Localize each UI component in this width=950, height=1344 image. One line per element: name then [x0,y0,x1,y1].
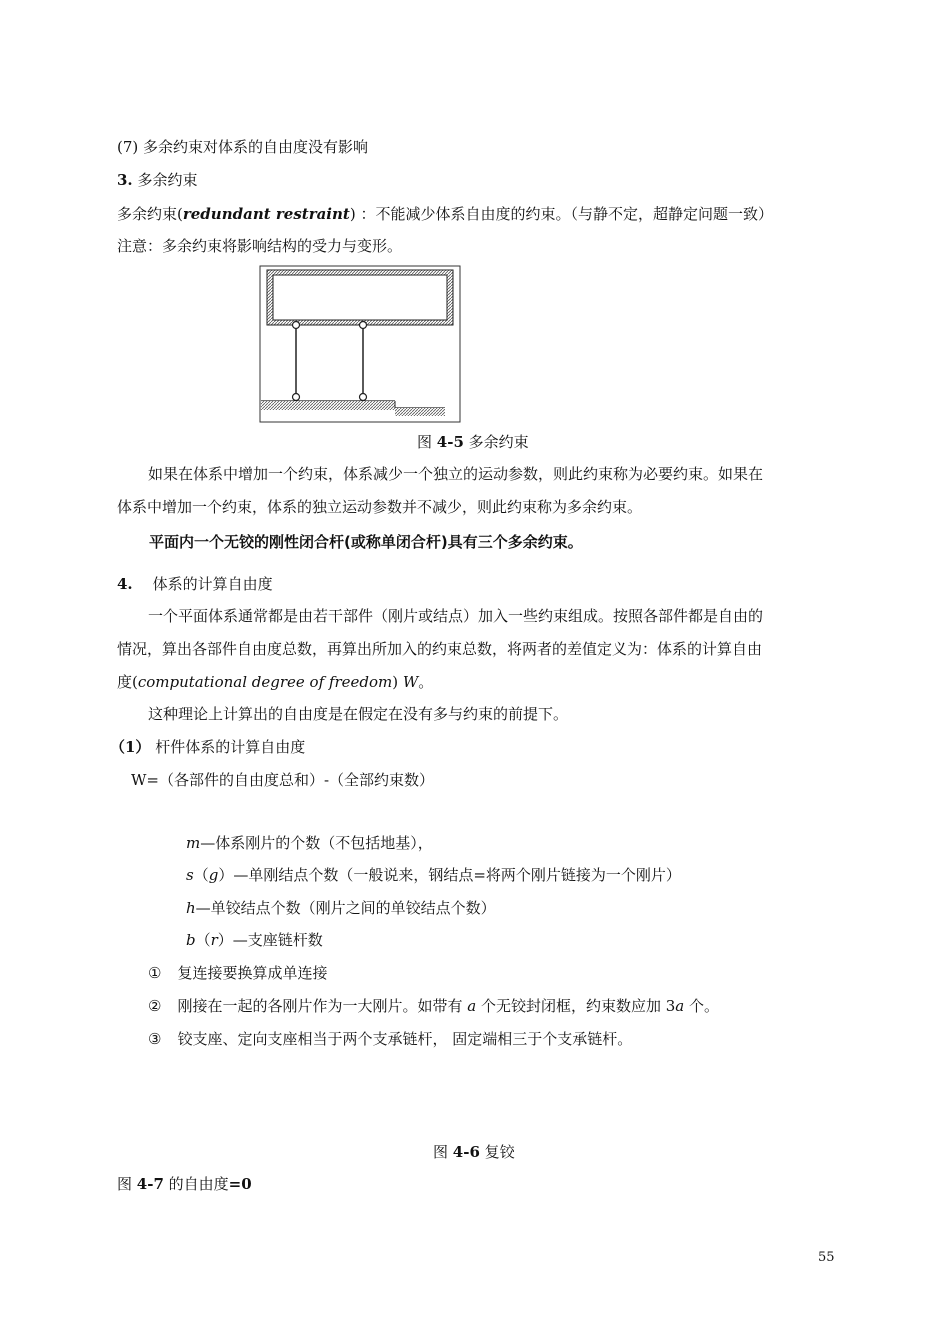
variable-description: ）—支座链杆数 [217,931,323,949]
formula-w: W=（各部件的自由度总和）-（全部约束数） [131,771,435,789]
hinge-top-right [360,322,367,329]
variable-s [186,865,681,885]
text-prefix: 度( [117,673,138,691]
figure-4-7-statement [117,1174,252,1194]
variable-symbol: s [186,866,194,884]
caption-number: 4-5 [436,433,464,451]
hinge-top-left [293,322,300,329]
variable-description: —单铰结点个数（刚片之间的单铰结点个数） [195,899,496,917]
figure-4-5-caption [417,432,529,452]
paragraph-4: 这种理论上计算出的自由度是在假定在没有多与约束的前提下。 [148,705,569,723]
definition-line [117,204,773,224]
rule-marker: ② [148,997,162,1015]
page-number: 55 [818,1250,835,1265]
subsection-number: （1） [110,738,151,756]
paragraph-3-line-3 [117,672,433,692]
note-line: 注意：多余约束将影响结构的受力与变形。 [117,237,403,255]
text-middle: ) [392,673,403,691]
symbol-w: W [402,673,419,691]
rule-marker: ③ [148,1030,162,1048]
variable-alt-symbol: g [208,866,219,884]
rule-marker: ① [148,964,162,982]
rule-text-mid: 个无铰封闭框，约束数应加 3 [476,997,676,1015]
statement-prefix: 图 [117,1175,137,1193]
paragraph-3-line-2: 情况，算出各部件自由度总数，再算出所加入的约束总数，将两者的差值定义为：体系的计算自由 [117,640,763,658]
definition-text: ) ：不能减少体系自由度的约束。（与静不定，超静定问题一致） [349,205,773,223]
paragraph-1-line-2: 体系中增加一个约束，体系的独立运动参数并不减少，则此约束称为多余约束。 [117,498,643,516]
caption-prefix: 图 [417,433,437,451]
section-title: 体系的计算自由度 [152,575,273,593]
paren-open: （ [193,866,209,884]
subsection-heading-1 [110,737,305,757]
section-heading-4 [117,574,273,594]
caption-number: 4-6 [452,1143,480,1161]
symbol-a: a [675,997,685,1015]
rule-2 [148,996,719,1016]
paren-open: （ [195,931,211,949]
paragraph-1-line-1: 如果在体系中增加一个约束，体系减少一个独立的运动参数，则此约束称为必要约束。如果在 [148,465,764,483]
paragraph-3-line-1: 一个平面体系通常都是由若干部件（刚片或结点）加入一些约束组成。按照各部件都是自由的 [148,607,764,625]
definition-term-en: redundant restraint [182,205,350,223]
definition-term-zh: 多余约束( [117,205,183,223]
caption-title: 复铰 [479,1143,515,1161]
section-number: 3. [117,171,133,189]
variable-symbol: b [186,931,196,949]
variable-description: ）—单刚结点个数（一般说来，钢结点=将两个刚片链接为一个刚片） [218,866,681,884]
section-number: 4. [117,575,133,593]
variable-h [186,898,496,918]
term-en: computational degree of freedom [137,673,393,691]
line-item-7: (7) 多余约束对体系的自由度没有影响 [117,138,369,156]
section-heading-3 [117,170,197,190]
statement-value: =0 [228,1175,252,1193]
text-end: 。 [418,673,434,691]
hinge-bottom-right [360,394,367,401]
highlight-statement: 平面内一个无铰的刚性闭合杆(或称单闭合杆)具有三个多余约束。 [149,533,583,551]
rule-text-end: 个。 [684,997,720,1015]
hinge-bottom-left [293,394,300,401]
variable-b [186,930,323,950]
variable-m [186,833,433,853]
figure-4-6-caption [433,1142,515,1162]
symbol-a: a [467,997,477,1015]
section-title: 多余约束 [132,171,198,189]
caption-title: 多余约束 [463,433,529,451]
rule-text: 铰支座、定向支座相当于两个支承链杆， 固定端相三于个支承链杆。 [177,1030,633,1048]
subsection-title: 杆件体系的计算自由度 [150,738,306,756]
statement-text: 的自由度 [163,1175,229,1193]
figure-number: 4-7 [136,1175,164,1193]
rule-text: 刚接在一起的各刚片作为一大刚片。如带有 [177,997,468,1015]
variable-alt-symbol: r [210,931,218,949]
caption-prefix: 图 [433,1143,453,1161]
variable-symbol: m [186,834,201,852]
figure-4-5-diagram [259,265,461,423]
rule-1 [148,963,327,983]
variable-description: —体系刚片的个数（不包括地基）， [200,834,433,852]
rule-3 [148,1029,632,1049]
rule-text: 复连接要换算成单连接 [177,964,328,982]
variable-symbol: h [186,899,196,917]
